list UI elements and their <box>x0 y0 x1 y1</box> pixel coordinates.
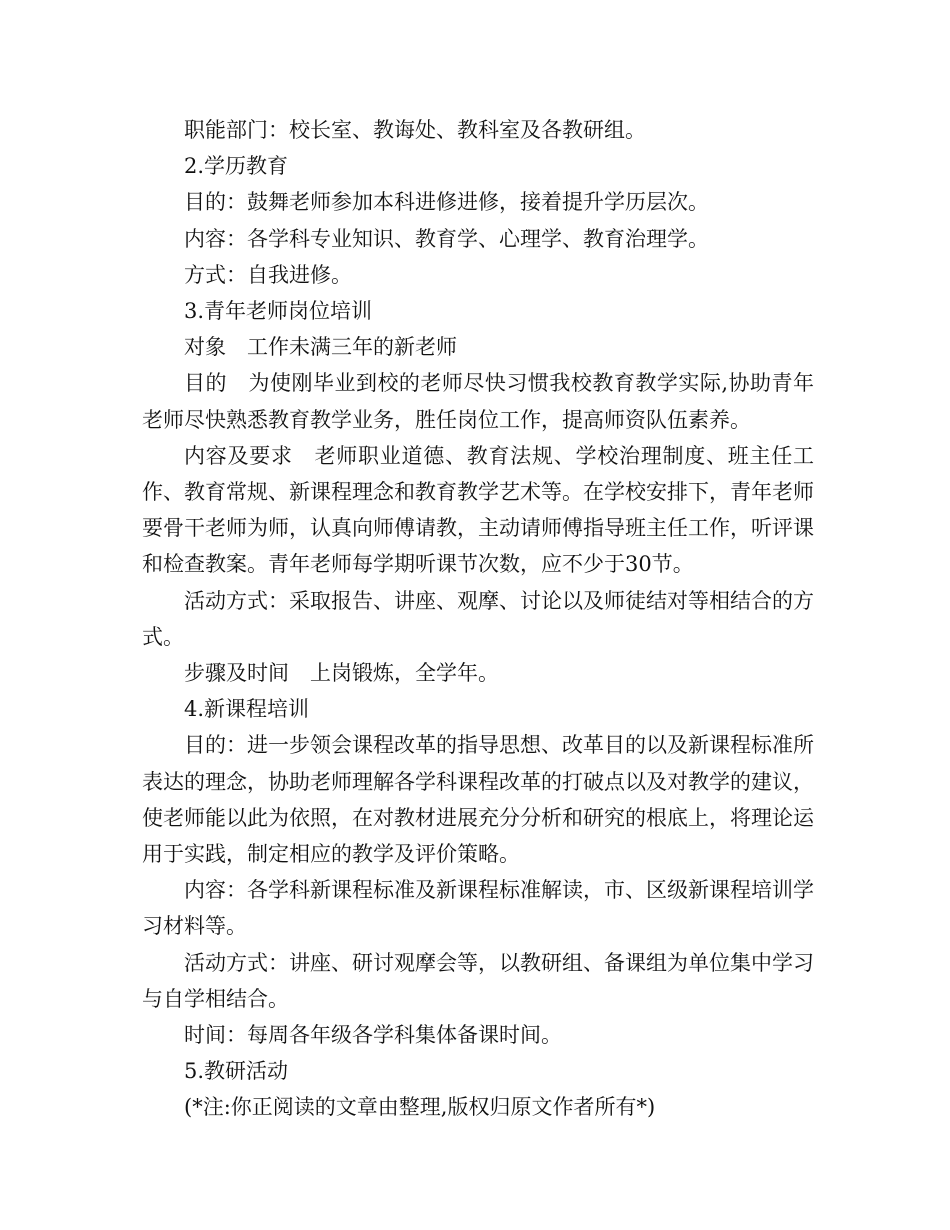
section-heading-new-curriculum: 4.新课程培训 <box>184 697 310 722</box>
paragraph-training-content: 内容及要求 老师职业道德、教育法规、学校治理制度、班主任工作、教育常规、新课程理念和教育教学艺术等。在学校安排下，青年老师要骨干老师为师，认真向师傅请教，主动请师傅指导班主任工作，听评课和检查教案。青年老师每学期听课节次数，应不少于30节。 <box>142 443 814 577</box>
paragraph-curriculum-time: 时间：每周各年级各学科集体备课时间。 <box>184 1023 562 1048</box>
section-heading-young-teacher-training: 3.青年老师岗位培训 <box>184 299 373 324</box>
section-heading-degree-education: 2.学历教育 <box>184 154 289 179</box>
paragraph-degree-content: 内容：各学科专业知识、教育学、心理学、教育治理学。 <box>184 226 709 251</box>
copyright-note: (*注:你正阅读的文章由整理,版权归原文作者所有*) <box>184 1095 656 1120</box>
paragraph-training-target: 对象 工作未满三年的新老师 <box>184 335 457 360</box>
document-page <box>142 112 814 1126</box>
paragraph-degree-method: 方式：自我进修。 <box>184 262 352 287</box>
paragraph-curriculum-purpose: 目的：进一步领会课程改革的指导思想、改革目的以及新课程标准所表达的理念，协助老师理解各学科课程改革的打破点以及对教学的建议，使老师能以此为依照，在对教材进展充分分析和研究的根底上，将理论运用于实践，制定相应的教学及评价策略。 <box>142 733 814 867</box>
paragraph-curriculum-activity: 活动方式：讲座、研讨观摩会等，以教研组、备课组为单位集中学习与自学相结合。 <box>142 950 814 1011</box>
paragraph-training-schedule: 步骤及时间 上岗锻炼，全学年。 <box>184 661 499 686</box>
section-heading-research-activity: 5.教研活动 <box>184 1059 289 1084</box>
paragraph-degree-purpose: 目的：鼓舞老师参加本科进修进修，接着提升学历层次。 <box>184 190 709 215</box>
paragraph-departments: 职能部门：校长室、教诲处、教科室及各教研组。 <box>184 118 646 142</box>
paragraph-training-activity: 活动方式：采取报告、讲座、观摩、讨论以及师徒结对等相结合的方式。 <box>142 588 814 649</box>
paragraph-training-purpose: 目的 为使刚毕业到校的老师尽快习惯我校教育教学实际,协助青年老师尽快熟悉教育教学业务，胜任岗位工作，提高师资队伍素养。 <box>142 371 814 432</box>
paragraph-curriculum-content: 内容：各学科新课程标准及新课程标准解读，市、区级新课程培训学习材料等。 <box>142 878 814 939</box>
